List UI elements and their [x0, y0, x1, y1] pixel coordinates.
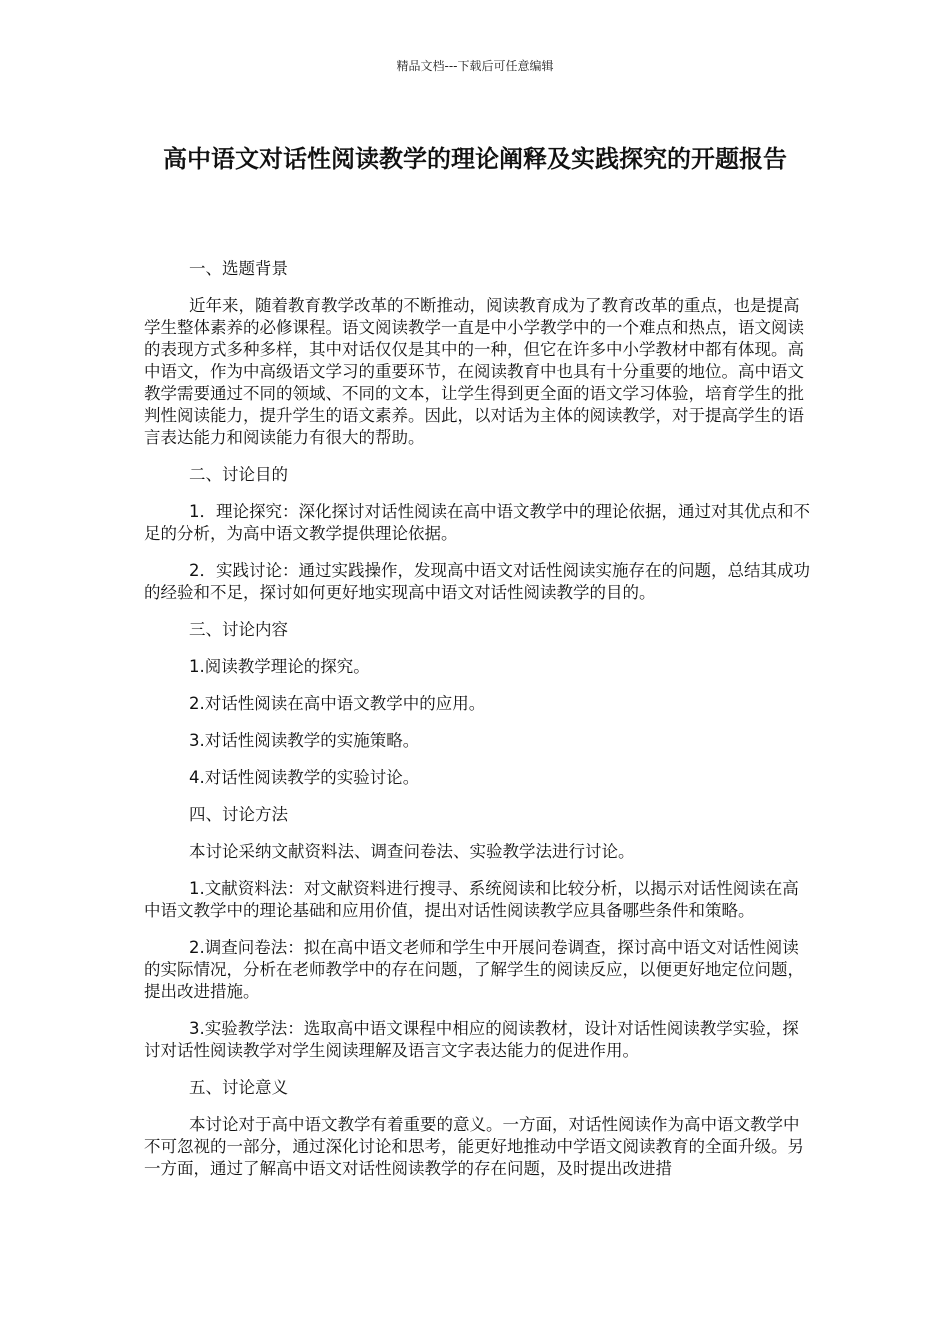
document-body: [144, 258, 812, 1195]
section-heading: 二、讨论目的: [189, 465, 288, 484]
list-item: 3.对话性阅读教学的实施策略。: [189, 731, 420, 750]
section-heading: 五、讨论意义: [189, 1078, 288, 1097]
section-heading: 一、选题背景: [189, 259, 288, 278]
body-paragraph: 近年来，随着教育教学改革的不断推动，阅读教育成为了教育改革的重点，也是提高学生整体素养的必修课程。语文阅读教学一直是中小学教学中的一个难点和热点，语文阅读的表现方式多种多样，其中对话仅仅是其中的一种，但它在许多中小学教材中都有体现。高中语文，作为中高级语文学习的重要环节，在阅读教育中也具有十分重要的地位。高中语文教学需要通过不同的领域、不同的文本，让学生得到更全面的语文学习体验，培育学生的批判性阅读能力，提升学生的语文素养。因此，以对话为主体的阅读教学，对于提高学生的语言表达能力和阅读能力有很大的帮助。: [144, 296, 804, 447]
section-heading: 三、讨论内容: [189, 620, 288, 639]
list-item: 2.对话性阅读在高中语文教学中的应用。: [189, 694, 486, 713]
body-paragraph: 本讨论采纳文献资料法、调查问卷法、实验教学法进行讨论。: [189, 842, 635, 861]
body-paragraph: 3.实验教学法：选取高中语文课程中相应的阅读教材，设计对话性阅读教学实验，探讨对话性阅读教学对学生阅读理解及语言文字表达能力的促进作用。: [144, 1019, 799, 1060]
list-item: 1.阅读教学理论的探究。: [189, 657, 370, 676]
header-watermark: 精品文档---下载后可任意编辑: [396, 59, 554, 73]
body-paragraph: 2.调查问卷法：拟在高中语文老师和学生中开展问卷调查，探讨高中语文对话性阅读的实际情况，分析在老师教学中的存在问题，了解学生的阅读反应，以便更好地定位问题，提出改进措施。: [144, 938, 804, 1001]
body-paragraph: 1.文献资料法：对文献资料进行搜寻、系统阅读和比较分析，以揭示对话性阅读在高中语文教学中的理论基础和应用价值，提出对话性阅读教学应具备哪些条件和策略。: [144, 879, 799, 920]
document-title: 高中语文对话性阅读教学的理论阐释及实践探究的开题报告: [163, 145, 787, 173]
section-heading: 四、讨论方法: [189, 805, 288, 824]
body-paragraph: 2．实践讨论：通过实践操作，发现高中语文对话性阅读实施存在的问题，总结其成功的经验和不足，探讨如何更好地实现高中语文对话性阅读教学的目的。: [144, 561, 810, 602]
body-paragraph: 本讨论对于高中语文教学有着重要的意义。一方面，对话性阅读作为高中语文教学中不可忽视的一部分，通过深化讨论和思考，能更好地推动中学语文阅读教育的全面升级。另一方面，通过了解高中语文对话性阅读教学的存在问题，及时提出改进措: [144, 1115, 804, 1178]
body-paragraph: 1．理论探究：深化探讨对话性阅读在高中语文教学中的理论依据，通过对其优点和不足的分析，为高中语文教学提供理论依据。: [144, 502, 810, 543]
list-item: 4.对话性阅读教学的实验讨论。: [189, 768, 420, 787]
